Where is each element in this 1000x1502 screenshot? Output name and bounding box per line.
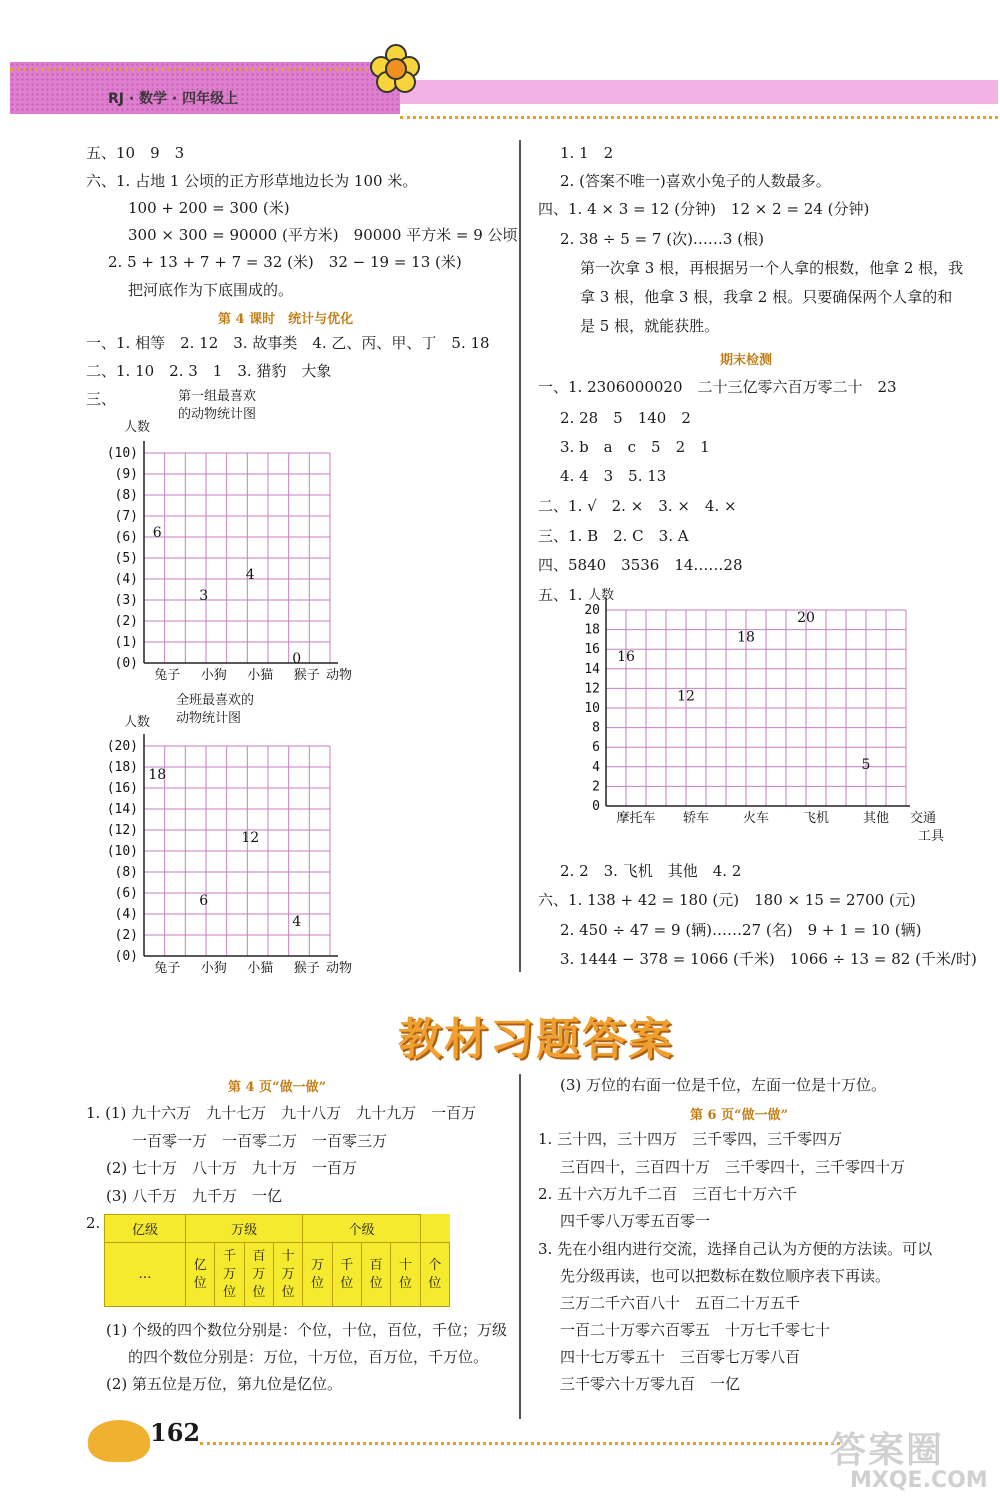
place-digit-char: 千 xyxy=(222,1248,236,1264)
place-digit-char: 亿 xyxy=(193,1257,207,1273)
bar-value-label: 4 xyxy=(292,914,302,930)
chart2-title-line: 全班最喜欢的 xyxy=(176,693,255,708)
place-digit-char: 千 xyxy=(340,1257,354,1273)
y-tick-label: 12 xyxy=(584,681,600,697)
chart3-ylabel: 人数 xyxy=(588,588,615,603)
answer-line: 3. 1444 − 378 = 1066 (千米) 1066 ÷ 13 = 82 (千米/时) xyxy=(560,950,977,968)
answer-line: 2. xyxy=(86,1214,101,1232)
x-tick-label: 其他 xyxy=(862,811,890,826)
y-tick-label: (12) xyxy=(106,823,138,838)
place-digit-cell xyxy=(332,1243,361,1307)
chart2 xyxy=(106,738,370,978)
watermark-url: MXQE.COM xyxy=(850,1468,988,1493)
answer-line: 四、5840 3536 14……28 xyxy=(538,556,743,574)
place-digit-cell xyxy=(273,1243,302,1307)
answer-line: 2. 38 ÷ 5 = 7 (次)……3 (根) xyxy=(560,230,764,248)
x-tick-label: 小猫 xyxy=(247,961,274,976)
chart1-title xyxy=(178,388,256,424)
y-tick-label: (6) xyxy=(114,530,138,545)
answer-line: 五、10 9 3 xyxy=(86,144,185,162)
place-digit-char: 十 xyxy=(281,1248,295,1264)
x-tick-label: 猴子 xyxy=(293,668,320,683)
answer-line: 是 5 根，就能获胜。 xyxy=(580,317,720,335)
header-dash-top xyxy=(10,68,375,71)
bar-value-label: 20 xyxy=(797,610,815,626)
bar-value-label: 12 xyxy=(677,688,695,705)
y-tick-label: (0) xyxy=(114,949,138,964)
place-digit-char: 百 xyxy=(252,1248,266,1264)
place-value-table xyxy=(104,1214,450,1306)
answer-line: (2) 七十万 八十万 九十万 一百万 xyxy=(106,1159,358,1177)
column-divider xyxy=(519,140,521,972)
chart2-title-line: 动物统计图 xyxy=(176,711,242,726)
place-digit-cell xyxy=(303,1243,332,1307)
bar-value-label: 3 xyxy=(199,588,209,604)
x-axis-label: 动物 xyxy=(326,668,353,683)
page-number: 162 xyxy=(150,1418,201,1447)
y-tick-label: (4) xyxy=(114,572,138,587)
y-tick-label: 16 xyxy=(584,642,600,658)
y-tick-label: (10) xyxy=(106,844,138,859)
answer-line: 四千零八万零五百零一 xyxy=(560,1212,711,1230)
chart3-svg xyxy=(570,604,960,854)
y-tick-label: 14 xyxy=(584,661,600,677)
chart1-title-line: 的动物统计图 xyxy=(178,407,257,422)
place-digit-char: 万 xyxy=(281,1266,295,1282)
place-digit-char: 位 xyxy=(428,1275,442,1291)
answer-line: 3. 先在小组内进行交流，选择自己认为方便的方法读。可以 xyxy=(538,1240,933,1258)
y-tick-label: (20) xyxy=(106,739,138,754)
section-heading-p4: 第 4 页“做一做” xyxy=(228,1080,327,1095)
place-digit-char: 万 xyxy=(222,1266,236,1282)
place-digit-char: 位 xyxy=(340,1275,354,1291)
y-tick-label: 2 xyxy=(592,779,600,795)
answer-line: 二、1. 10 2. 3 1 3. 猎豹 大象 xyxy=(86,362,332,380)
answer-line: 100 + 200 = 300 (米) xyxy=(128,199,290,217)
place-digit-cell xyxy=(361,1243,390,1307)
answer-line: 先分级再读，也可以把数标在数位顺序表下再读。 xyxy=(560,1267,891,1285)
place-digit-char: 位 xyxy=(281,1284,295,1300)
place-digit-char: 位 xyxy=(222,1284,236,1300)
y-tick-label: (18) xyxy=(106,760,138,775)
x-tick-label: 猴子 xyxy=(293,961,320,976)
chart2-ylabel: 人数 xyxy=(124,715,151,730)
place-digit-char: 万 xyxy=(310,1257,324,1273)
place-digit-char: 位 xyxy=(369,1275,383,1291)
chart1-title-line: 第一组最喜欢 xyxy=(178,389,257,404)
y-tick-label: (10) xyxy=(106,446,138,461)
place-digit-cell xyxy=(215,1243,244,1307)
chart1-ylabel: 人数 xyxy=(124,420,151,435)
answer-line: 拿 3 根，他拿 3 根，我拿 2 根。只要确保两个人拿的和 xyxy=(580,288,953,306)
place-digit-char: 十 xyxy=(398,1257,412,1273)
y-tick-label: (8) xyxy=(114,488,138,503)
answer-line: 一百零一万 一百零二万 一百零三万 xyxy=(132,1132,388,1150)
answer-line: 三、 xyxy=(86,390,117,408)
chart2-svg xyxy=(106,738,370,978)
watermark-logo: 答案圈 xyxy=(830,1430,945,1471)
answer-line: 三、1. B 2. C 3. A xyxy=(538,527,689,545)
x-axis-label-line: 交通 xyxy=(910,811,937,826)
answer-line: 四十七万零五十 三百零七万零八百 xyxy=(560,1348,801,1366)
answer-line: 2. 450 ÷ 47 = 9 (辆)……27 (名) 9 + 1 = 10 (辆) xyxy=(560,921,922,939)
place-digit-char: 位 xyxy=(398,1275,412,1291)
answer-line: (2) 第五位是万位，第九位是亿位。 xyxy=(106,1375,343,1393)
chart1 xyxy=(106,445,370,685)
ellipsis-cell: … xyxy=(105,1243,186,1307)
answer-line: 1. 1 2 xyxy=(560,144,614,162)
answer-line: 六、1. 占地 1 公顷的正方形草地边长为 100 米。 xyxy=(86,172,418,190)
answer-line: 2. (答案不唯一)喜欢小兔子的人数最多。 xyxy=(560,172,831,190)
y-tick-label: (6) xyxy=(114,886,138,901)
answer-line: 三百四十，三百四十万 三千零四十，三千零四十万 xyxy=(560,1158,906,1176)
header-title: RJ · 数学 · 四年级上 xyxy=(108,91,239,107)
answer-line: 第一次拿 3 根，再根据另一个人拿的根数，他拿 2 根，我 xyxy=(580,259,964,277)
y-tick-label: 4 xyxy=(592,759,600,775)
group-ge: 个级 xyxy=(303,1215,420,1243)
y-tick-label: 6 xyxy=(592,740,600,756)
place-digit-char: 个 xyxy=(428,1257,442,1273)
textbook-answers-title: 教材习题答案 xyxy=(398,1014,674,1065)
answer-line: 五、1. xyxy=(538,586,583,604)
x-tick-label: 飞机 xyxy=(802,811,830,826)
bar-value-label: 16 xyxy=(617,649,635,666)
column-divider-bottom xyxy=(519,1074,521,1419)
bar-value-label: 4 xyxy=(245,567,255,583)
y-tick-label: 18 xyxy=(584,622,600,638)
x-tick-label: 轿车 xyxy=(682,811,710,826)
place-digit-char: 百 xyxy=(369,1257,383,1273)
place-digit-cell xyxy=(420,1243,449,1307)
y-tick-label: (8) xyxy=(114,865,138,880)
place-digit-char: 位 xyxy=(193,1275,207,1291)
y-tick-label: 0 xyxy=(592,799,600,814)
x-tick-label: 兔子 xyxy=(154,668,181,683)
answer-line: 2. 2 3. 飞机 其他 4. 2 xyxy=(560,862,742,880)
answer-line: 4. 4 3 5. 13 xyxy=(560,467,667,485)
answer-line: 300 × 300 = 90000 (平方米) 90000 平方米 = 9 公顷 xyxy=(128,226,518,244)
y-tick-label: (16) xyxy=(106,781,138,796)
x-tick-label: 摩托车 xyxy=(616,811,656,826)
bar-value-label: 0 xyxy=(292,651,302,667)
flower-icon xyxy=(370,44,420,94)
answer-line: 四、1. 4 × 3 = 12 (分钟) 12 × 2 = 24 (分钟) xyxy=(538,200,870,218)
x-tick-label: 火车 xyxy=(742,811,770,826)
x-tick-label: 小狗 xyxy=(200,961,227,976)
section-heading-p6: 第 6 页“做一做” xyxy=(690,1108,789,1123)
answer-line: 2. 五十六万九千二百 三百七十万六千 xyxy=(538,1185,798,1203)
section-heading-lesson4: 第 4 课时 统计与优化 xyxy=(218,312,354,327)
place-digit-cell xyxy=(391,1243,420,1307)
group-wan: 万级 xyxy=(186,1215,303,1243)
chart3 xyxy=(570,604,960,854)
answer-line: 二、1. √ 2. × 3. × 4. × xyxy=(538,497,737,515)
x-axis-label-line: 工具 xyxy=(918,829,945,844)
section-heading-final: 期末检测 xyxy=(720,353,773,368)
header-band-light xyxy=(400,80,998,104)
answer-line: (3) 八千万 九千万 一亿 xyxy=(106,1187,283,1205)
answer-line: 2. 5 + 13 + 7 + 7 = 32 (米) 32 − 19 = 13 (米) xyxy=(108,253,462,271)
y-tick-label: (7) xyxy=(114,509,138,524)
x-tick-label: 小猫 xyxy=(247,668,274,683)
answer-line: 一百二十万零六百零五 十万七千零七十 xyxy=(560,1321,831,1339)
place-digit-cell xyxy=(244,1243,273,1307)
answer-line: 把河底作为下底围成的。 xyxy=(128,281,294,299)
bar-value-label: 6 xyxy=(152,525,162,541)
y-tick-label: (2) xyxy=(114,614,138,629)
y-tick-label: 20 xyxy=(584,603,600,618)
x-axis-label: 动物 xyxy=(326,961,353,976)
y-tick-label: (3) xyxy=(114,593,138,608)
bar-value-label: 6 xyxy=(199,893,209,909)
group-yi: 亿级 xyxy=(105,1215,186,1243)
answer-line: 一、1. 2306000020 二十三亿零六百万零二十 23 xyxy=(538,378,897,396)
chart2-title xyxy=(176,692,254,728)
answer-line: 一、1. 相等 2. 12 3. 故事类 4. 乙、丙、甲、丁 5. 18 xyxy=(86,334,490,352)
answer-line: 2. 28 5 140 2 xyxy=(560,409,691,427)
x-tick-label: 小狗 xyxy=(200,668,227,683)
x-axis-label xyxy=(910,811,945,844)
answer-line: 六、1. 138 + 42 = 180 (元) 180 × 15 = 2700 (元) xyxy=(538,891,916,909)
answer-line: 三千零六十万零九百 一亿 xyxy=(560,1375,741,1393)
bar-value-label: 18 xyxy=(737,629,755,646)
footer-dash xyxy=(200,1442,840,1445)
y-tick-label: (0) xyxy=(114,656,138,671)
answer-line: (1) 个级的四个数位分别是：个位，十位，百位，千位；万级 xyxy=(106,1321,508,1339)
bird-icon xyxy=(88,1420,150,1462)
header-dash-bottom xyxy=(400,116,998,119)
x-tick-label: 兔子 xyxy=(154,961,181,976)
answer-line: 1. 三十四，三十四万 三千零四，三千零四万 xyxy=(538,1130,843,1148)
chart1-svg xyxy=(106,445,370,685)
place-digit-cell xyxy=(186,1243,215,1307)
place-digit-char: 位 xyxy=(310,1275,324,1291)
y-tick-label: (14) xyxy=(106,802,138,817)
place-digit-char: 万 xyxy=(252,1266,266,1282)
y-tick-label: (1) xyxy=(114,635,138,650)
bar-value-label: 18 xyxy=(148,767,167,783)
answer-line: 3. b a c 5 2 1 xyxy=(560,438,710,456)
y-tick-label: (9) xyxy=(114,467,138,482)
answer-line: 三万二千六百八十 五百二十万五千 xyxy=(560,1294,801,1312)
answer-line: 1. (1) 九十六万 九十七万 九十八万 九十九万 一百万 xyxy=(86,1104,477,1122)
bar-value-label: 12 xyxy=(241,830,260,846)
y-tick-label: (5) xyxy=(114,551,138,566)
y-tick-label: 8 xyxy=(592,720,600,736)
y-tick-label: (2) xyxy=(114,928,138,943)
bar-value-label: 5 xyxy=(861,757,871,773)
y-tick-label: 10 xyxy=(584,701,600,716)
answer-line: (3) 万位的右面一位是千位，左面一位是十万位。 xyxy=(560,1076,887,1094)
answer-line: 的四个数位分别是：万位，十万位，百万位，千万位。 xyxy=(128,1348,489,1366)
y-tick-label: (4) xyxy=(114,907,138,922)
place-digit-char: 位 xyxy=(252,1284,266,1300)
